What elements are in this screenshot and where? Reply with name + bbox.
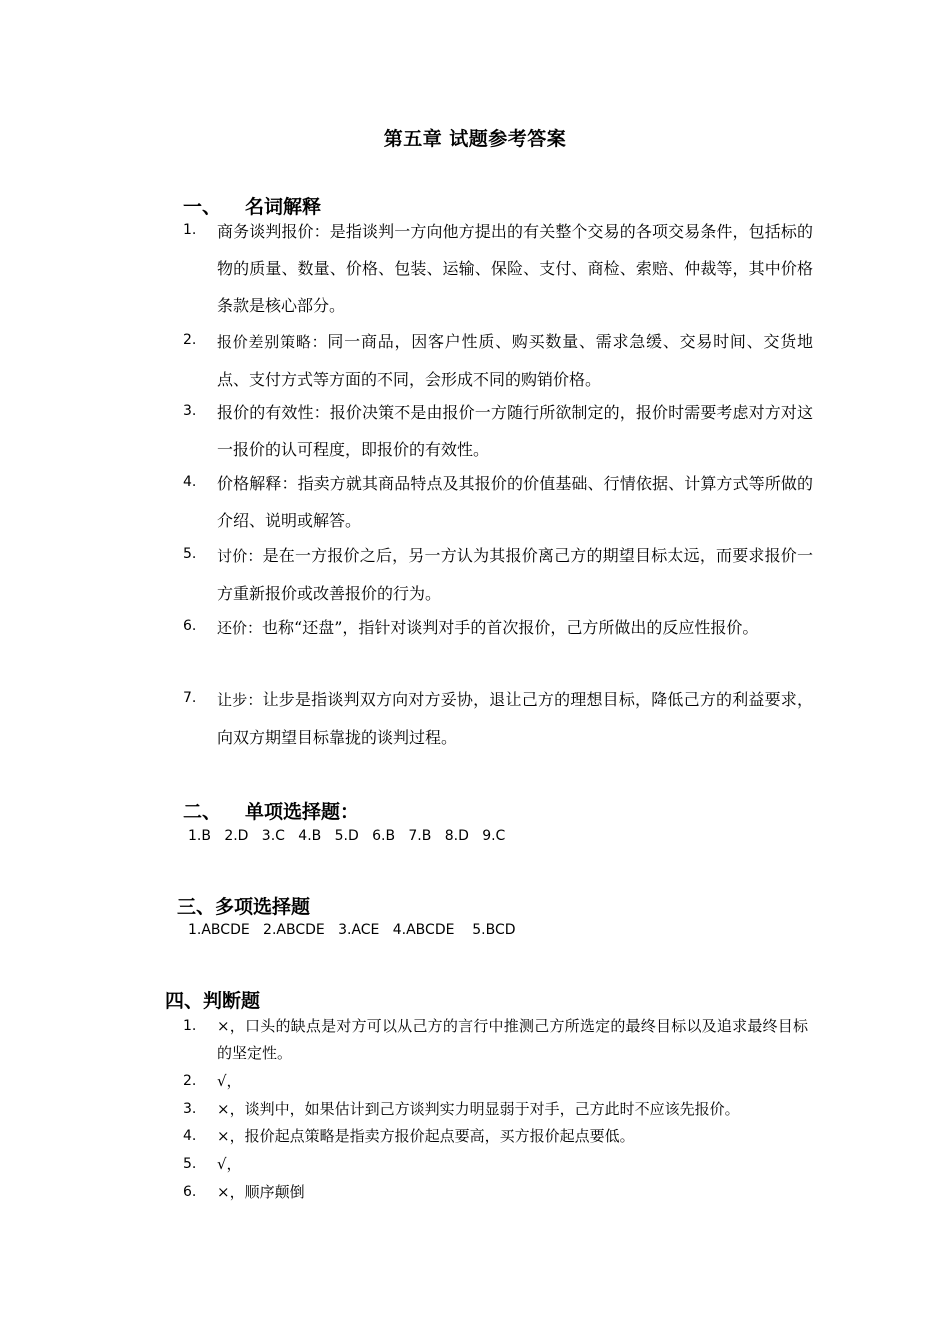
multi-choice-answers: 1.ABCDE 2.ABCDE 3.ACE 4.ABCDE 5.BCD <box>188 922 516 938</box>
item-text: ×，顺序颠倒 <box>217 1183 305 1201</box>
item-term: 价格解释： <box>217 474 298 493</box>
item-text: 指卖方就其商品特点及其报价的价值基础、行情依据、计算方式等所做的介绍、说明或解答。 <box>217 474 813 530</box>
item-number: 2. <box>183 332 197 348</box>
list-item <box>183 537 813 612</box>
section-number: 一、 <box>183 196 222 218</box>
item-text: 让步是指谈判双方向对方妥协，退让己方的理想目标，降低己方的利益要求，向双方期望目标靠拢的谈判过程。 <box>217 690 813 747</box>
item-text: ×，报价起点策略是指卖方报价起点要高，买方报价起点要低。 <box>217 1127 635 1145</box>
item-number: 5. <box>183 546 197 562</box>
list-item <box>183 1151 813 1178</box>
item-text: √， <box>217 1072 242 1090</box>
item-number: 1. <box>183 1018 197 1034</box>
item-text: ×，谈判中，如果估计到己方谈判实力明显弱于对手，己方此时不应该先报价。 <box>217 1100 740 1118</box>
item-text: 是在一方报价之后，另一方认为其报价离己方的期望目标太远，而要求报价一方重新报价或改善报价的行为。 <box>217 546 813 603</box>
section-heading-4: 四、判断题 <box>165 990 261 1012</box>
item-term: 还价： <box>217 619 263 637</box>
list-item <box>183 1096 823 1123</box>
list-item <box>183 609 813 647</box>
item-term: 商务谈判报价： <box>217 222 330 241</box>
item-number: 3. <box>183 403 197 419</box>
item-term: 报价差别策略： <box>217 333 328 351</box>
list-item <box>183 1013 808 1067</box>
item-number: 1. <box>183 222 197 238</box>
section-title: 单项选择题： <box>245 801 360 823</box>
item-number: 6. <box>183 1184 197 1200</box>
page-title: 第五章 试题参考答案 <box>383 128 567 150</box>
item-number: 4. <box>183 474 197 490</box>
section-heading-2 <box>183 797 359 824</box>
section-title: 名词解释 <box>245 196 322 218</box>
section-heading-3: 三、多项选择题 <box>177 896 311 918</box>
item-number: 3. <box>183 1101 197 1117</box>
list-item <box>183 213 813 324</box>
item-number: 2. <box>183 1073 197 1089</box>
item-term: 让步： <box>217 691 263 709</box>
item-text: 同一商品，因客户性质、购买数量、需求急缓、交易时间、交货地点、支付方式等方面的不同，会形成不同的购销价格。 <box>217 332 813 389</box>
list-item <box>183 1123 813 1150</box>
item-text: √， <box>217 1155 242 1173</box>
item-text: 是指谈判一方向他方提出的有关整个交易的各项交易条件，包括标的物的质量、数量、价格、包装、运输、保险、支付、商检、索赔、仲裁等，其中价格条款是核心部分。 <box>217 222 813 315</box>
item-text: ×，口头的缺点是对方可以从己方的言行中推测己方所选定的最终目标以及追求最终目标的坚定性。 <box>217 1017 808 1062</box>
list-item <box>183 465 813 539</box>
item-number: 4. <box>183 1128 197 1144</box>
item-term: 报价的有效性： <box>217 403 330 422</box>
item-term: 讨价： <box>217 547 263 565</box>
list-item <box>183 323 813 398</box>
list-item <box>183 1068 813 1095</box>
item-number: 7. <box>183 690 197 706</box>
list-item <box>183 681 813 756</box>
item-number: 6. <box>183 618 197 634</box>
list-item <box>183 1179 813 1206</box>
item-text: 也称“还盘”，指针对谈判对手的首次报价，己方所做出的反应性报价。 <box>262 618 759 637</box>
single-choice-answers: 1.B 2.D 3.C 4.B 5.D 6.B 7.B 8.D 9.C <box>188 828 506 844</box>
section-number: 二、 <box>183 801 222 823</box>
item-number: 5. <box>183 1156 197 1172</box>
item-text: 报价决策不是由报价一方随行所欲制定的，报价时需要考虑对方对这一报价的认可程度，即报价的有效性。 <box>217 403 813 459</box>
list-item <box>183 394 813 468</box>
